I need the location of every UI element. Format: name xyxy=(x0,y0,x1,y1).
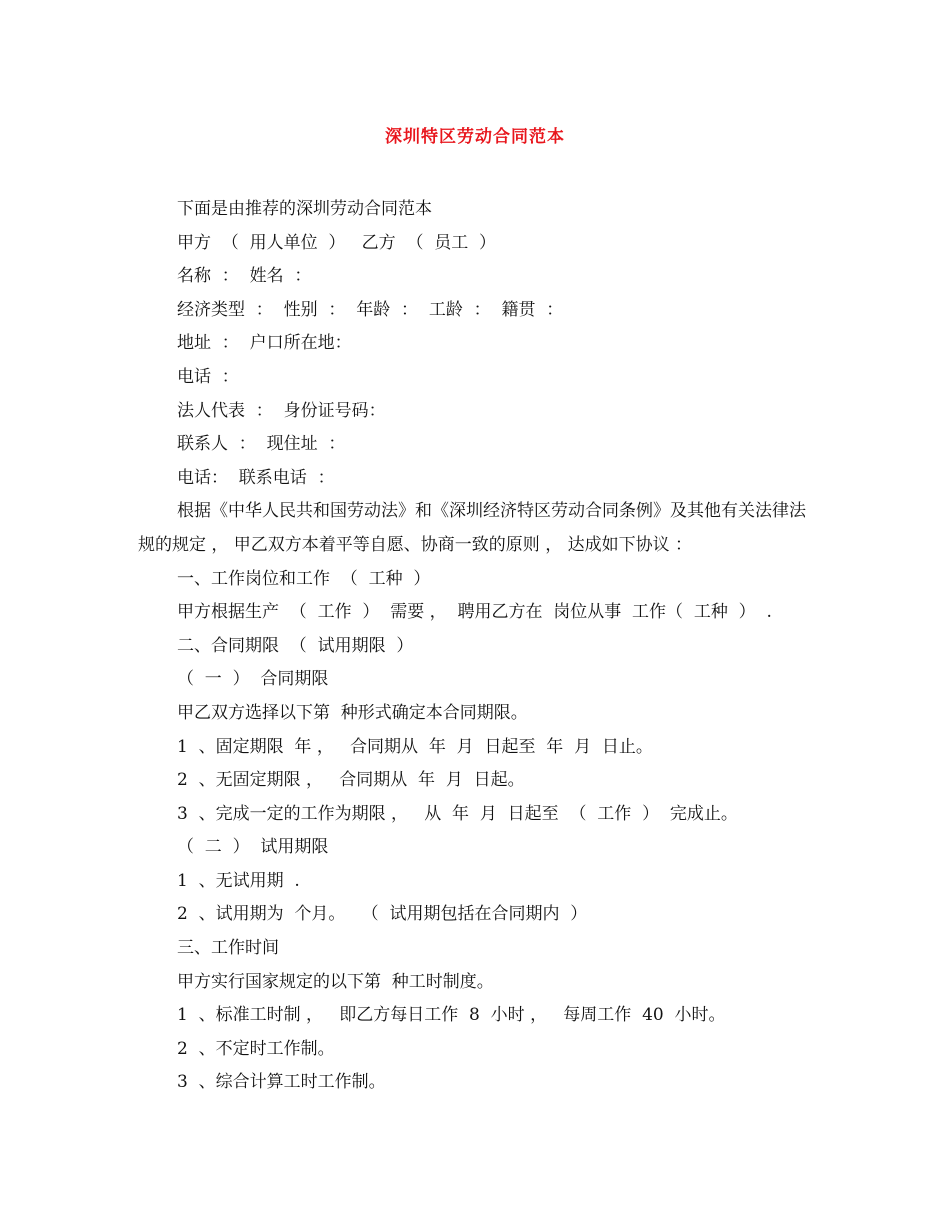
paragraph-job: 甲方根据生产 （ 工作 ） 需要 ， 聘用乙方在 岗位从事 工作（ 工种 ） . xyxy=(177,602,772,623)
paragraph-economic-type: 经济类型 ： 性别 ： 年龄 ： 工龄 ： 籍贯 ： xyxy=(177,299,564,320)
list-item-flexible-hours: 2 、不定时工作制。 xyxy=(177,1038,335,1059)
list-item-no-probation: 1 、无试用期 . xyxy=(177,870,300,891)
paragraph-term-choice: 甲乙双方选择以下第 种形式确定本合同期限。 xyxy=(177,702,528,723)
list-item-comprehensive-hours: 3 、综合计算工时工作制。 xyxy=(177,1072,386,1093)
paragraph-legal-rep: 法人代表 ： 身份证号码： xyxy=(177,400,386,421)
paragraph-intro: 下面是由推荐的深圳劳动合同范本 xyxy=(177,199,432,219)
paragraph-name: 名称 ： 姓名 ： xyxy=(177,266,312,287)
section-heading-2: 二、合同期限 （ 试用期限 ） xyxy=(177,635,414,656)
section-heading-3: 三、工作时间 xyxy=(177,938,279,959)
document-body xyxy=(138,193,818,1100)
list-item-open-term: 2 、无固定期限 ， 合同期从 年 月 日起。 xyxy=(177,770,525,791)
document-title: 深圳特区劳动合同范本 xyxy=(385,127,565,147)
paragraph-contact-phone: 电话： 联系电话 ： xyxy=(177,467,335,488)
paragraph-hours-choice: 甲方实行国家规定的以下第 种工时制度。 xyxy=(177,971,494,992)
section-heading-1: 一、工作岗位和工作 （ 工种 ） xyxy=(177,568,431,589)
paragraph-phone: 电话 ： xyxy=(177,366,239,387)
paragraph-contact: 联系人 ： 现住址 ： xyxy=(177,434,346,455)
list-item-standard-hours: 1 、标准工时制 ， 即乙方每日工作 8 小时 ， 每周工作 40 小时。 xyxy=(177,1005,726,1026)
list-item-probation: 2 、试用期为 个月。 （ 试用期包括在合同期内 ） xyxy=(177,904,588,925)
paragraph-parties: 甲方 （ 用人单位 ） 乙方 （ 员工 ） xyxy=(177,232,497,253)
subsection-heading-2-1: （ 一 ） 合同期限 xyxy=(177,669,329,690)
list-item-fixed-term: 1 、固定期限 年 ， 合同期从 年 月 日起至 年 月 日止。 xyxy=(177,736,653,757)
paragraph-legal-basis: 根据《中华人民共和国劳动法》和《深圳经济特区劳动合同条例》及其他有关法律法规的规定 ， 甲乙双方本着平等自愿、协商一致的原则 ， 达成如下协议 ： xyxy=(138,501,806,555)
paragraph-address: 地址 ： 户口所在地： xyxy=(177,333,352,354)
list-item-task-term: 3 、完成一定的工作为期限 ， 从 年 月 日起至 （ 工作 ） 完成止。 xyxy=(177,803,738,824)
subsection-heading-2-2: （ 二 ） 试用期限 xyxy=(177,837,329,858)
